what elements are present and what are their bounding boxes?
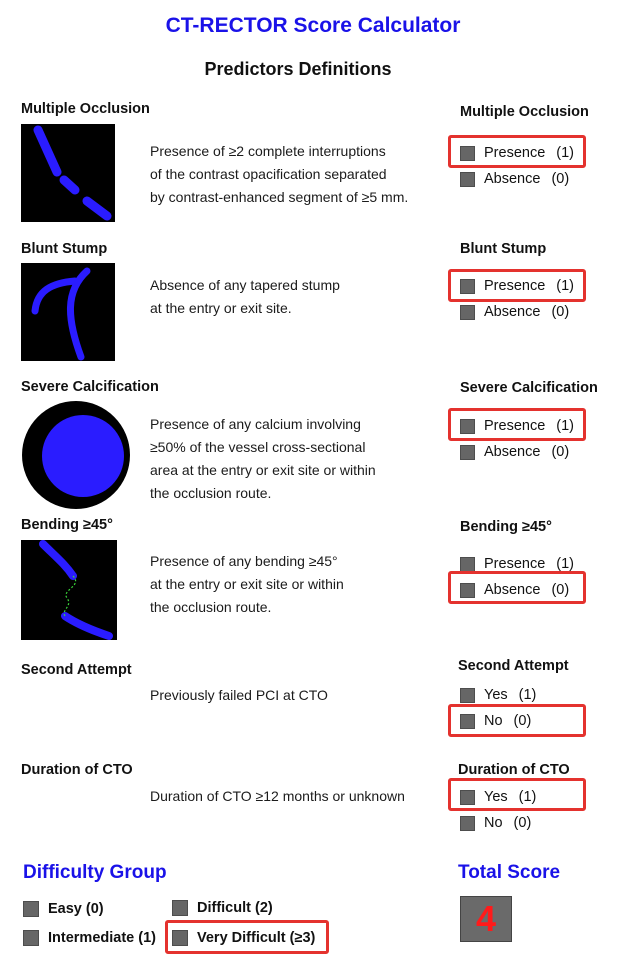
predictor-description-severe-calcification <box>150 413 376 505</box>
difficulty-option-difficult[interactable] <box>172 898 273 918</box>
option-label: No <box>484 713 503 729</box>
checkbox-icon[interactable] <box>172 900 188 916</box>
checkbox-icon[interactable] <box>460 688 475 703</box>
difficulty-option-label: Intermediate (1) <box>48 930 156 946</box>
option-label: Absence <box>484 444 541 460</box>
option-label: Presence <box>484 418 546 434</box>
option-value: (0) <box>551 582 570 598</box>
description-line: Duration of CTO ≥12 months or unknown <box>150 788 405 804</box>
checkbox-icon[interactable] <box>460 557 475 572</box>
option-label: Yes <box>484 687 508 703</box>
bending-illustration <box>21 540 117 640</box>
predictor-heading-bending: Bending ≥45° <box>21 517 113 533</box>
page-title: CT-RECTOR Score Calculator <box>165 14 461 37</box>
difficulty-group-title: Difficulty Group <box>23 862 167 883</box>
option-bending-presence[interactable] <box>460 554 574 574</box>
option-duration-of-cto-no[interactable] <box>460 813 531 833</box>
predictor-description-multiple-occlusion <box>150 140 408 209</box>
page-subtitle: Predictors Definitions <box>204 59 392 79</box>
checkbox-icon[interactable] <box>23 930 39 946</box>
predictor-heading-severe-calcification: Severe Calcification <box>21 379 159 395</box>
description-line: Previously failed PCI at CTO <box>150 687 328 703</box>
option-value: (1) <box>518 687 537 703</box>
options-heading-second-attempt: Second Attempt <box>458 658 569 674</box>
checkbox-icon[interactable] <box>460 146 475 161</box>
predictor-heading-blunt-stump: Blunt Stump <box>21 241 108 257</box>
description-line: ≥50% of the vessel cross-sectional <box>150 439 366 455</box>
checkbox-icon[interactable] <box>460 172 475 187</box>
option-severe-calcification-absence[interactable] <box>460 442 569 462</box>
description-line: area at the entry or exit site or within <box>150 462 376 478</box>
difficulty-option-label: Very Difficult (≥3) <box>197 930 316 946</box>
checkbox-icon[interactable] <box>460 714 475 729</box>
option-label: Absence <box>484 171 541 187</box>
checkbox-icon[interactable] <box>460 419 475 434</box>
checkbox-icon[interactable] <box>460 445 475 460</box>
option-label: No <box>484 815 503 831</box>
option-value: (1) <box>556 278 574 294</box>
description-line: at the entry or exit site. <box>150 300 292 316</box>
option-value: (1) <box>518 789 537 805</box>
predictor-description-blunt-stump <box>150 274 340 320</box>
predictor-heading-duration-of-cto: Duration of CTO <box>21 762 133 778</box>
blunt-stump-illustration <box>21 263 115 361</box>
option-value: (1) <box>556 145 574 161</box>
option-label: Presence <box>484 278 546 294</box>
option-value: (1) <box>556 418 574 434</box>
description-line: the occlusion route. <box>150 485 272 501</box>
predictor-heading-second-attempt: Second Attempt <box>21 662 132 678</box>
description-line: Presence of any bending ≥45° <box>150 553 338 569</box>
description-line: the occlusion route. <box>150 599 272 615</box>
predictor-description-duration-of-cto <box>150 785 405 808</box>
option-blunt-stump-presence[interactable] <box>460 276 574 296</box>
difficulty-option-label: Easy (0) <box>48 901 104 917</box>
description-line: Presence of any calcium involving <box>150 416 361 432</box>
option-label: Absence <box>484 304 541 320</box>
difficulty-option-intermediate[interactable] <box>23 928 156 948</box>
predictor-heading-multiple-occlusion: Multiple Occlusion <box>21 101 150 117</box>
description-line: by contrast-enhanced segment of ≥5 mm. <box>150 189 409 205</box>
checkbox-icon[interactable] <box>460 279 475 294</box>
difficulty-option-easy[interactable] <box>23 899 104 919</box>
option-label: Presence <box>484 145 546 161</box>
options-heading-bending: Bending ≥45° <box>460 519 552 535</box>
option-multiple-occlusion-absence[interactable] <box>460 169 569 189</box>
difficulty-option-very-difficult[interactable] <box>172 928 315 948</box>
predictor-description-bending <box>150 550 344 619</box>
options-heading-severe-calcification: Severe Calcification <box>460 380 598 396</box>
multiple-occlusion-illustration <box>21 124 115 222</box>
option-value: (0) <box>551 444 570 460</box>
options-heading-multiple-occlusion: Multiple Occlusion <box>460 104 589 120</box>
option-severe-calcification-presence[interactable] <box>460 416 574 436</box>
description-line: at the entry or exit site or within <box>150 576 344 592</box>
option-bending-absence[interactable] <box>460 580 569 600</box>
options-heading-blunt-stump: Blunt Stump <box>460 241 547 257</box>
checkbox-icon[interactable] <box>460 305 475 320</box>
option-value: (0) <box>551 304 570 320</box>
predictor-description-second-attempt <box>150 684 328 707</box>
option-value: (0) <box>513 713 532 729</box>
checkbox-icon[interactable] <box>460 583 475 598</box>
difficulty-option-label: Difficult (2) <box>197 900 273 916</box>
checkbox-icon[interactable] <box>23 901 39 917</box>
options-heading-duration-of-cto: Duration of CTO <box>458 762 570 778</box>
description-line: of the contrast opacification separated <box>150 166 387 182</box>
option-value: (0) <box>551 171 570 187</box>
description-line: Absence of any tapered stump <box>150 277 340 293</box>
option-blunt-stump-absence[interactable] <box>460 302 569 322</box>
option-label: Presence <box>484 556 546 572</box>
option-duration-of-cto-yes[interactable] <box>460 787 536 807</box>
option-second-attempt-no[interactable] <box>460 711 531 731</box>
option-label: Absence <box>484 582 541 598</box>
checkbox-icon[interactable] <box>460 816 475 831</box>
checkbox-icon[interactable] <box>172 930 188 946</box>
option-value: (0) <box>513 815 532 831</box>
total-score-value: 4 <box>460 896 512 942</box>
option-multiple-occlusion-presence[interactable] <box>460 143 574 163</box>
checkbox-icon[interactable] <box>460 790 475 805</box>
total-score-title: Total Score <box>458 862 561 883</box>
description-line: Presence of ≥2 complete interruptions <box>150 143 386 159</box>
option-second-attempt-yes[interactable] <box>460 685 536 705</box>
severe-calcification-illustration <box>21 400 131 510</box>
option-value: (1) <box>556 556 574 572</box>
option-label: Yes <box>484 789 508 805</box>
